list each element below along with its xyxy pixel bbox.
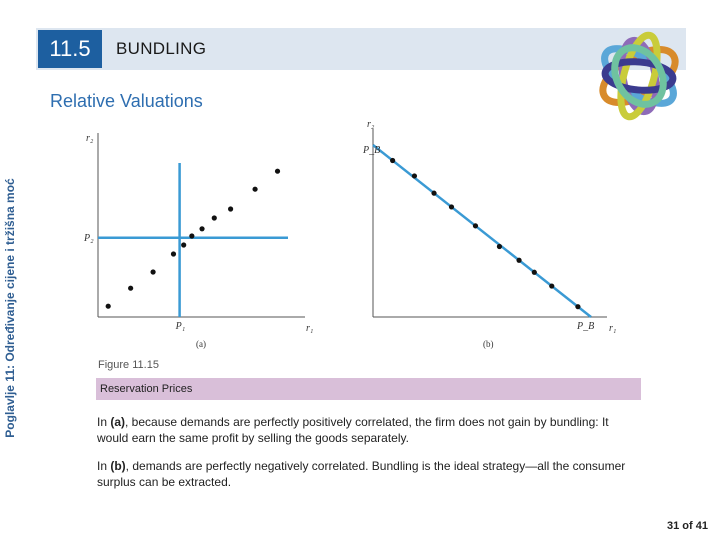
chart-b-xlabel: r₁	[609, 323, 617, 334]
chart-a-panel-label: (a)	[196, 339, 206, 349]
chart-a-point-6	[199, 226, 204, 231]
chart-a-point-5	[189, 233, 194, 238]
panel-ref-b: (b)	[110, 459, 126, 473]
chart-b-point-4	[473, 223, 478, 228]
chart-a-point-9	[252, 187, 257, 192]
rings-logo-icon	[578, 26, 700, 126]
chart-b-panel-label: (b)	[483, 339, 494, 349]
chart-a-point-2	[150, 269, 155, 274]
chart-b-point-0	[390, 158, 395, 163]
chart-a-price1-label: P₁	[175, 321, 186, 332]
section-title: BUNDLING	[116, 39, 207, 58]
panel-ref-a: (a)	[110, 415, 126, 429]
chart-b-negative-correlation	[355, 115, 625, 355]
chart-b-point-8	[549, 283, 554, 288]
chart-a-point-10	[275, 169, 280, 174]
section-number: 11.5	[38, 30, 102, 68]
chart-b-ylabel: r₂	[367, 119, 375, 130]
chart-b-point-5	[497, 244, 502, 249]
chart-a-point-8	[228, 206, 233, 211]
slide-subtitle: Relative Valuations	[50, 91, 203, 111]
figure-label: Figure 11.15	[98, 359, 159, 371]
chapter-side-label-text: Poglavlje 11: Određivanje cijene i tržišna moć	[3, 177, 17, 438]
description-paragraph-b: In (b), demands are perfectly negatively correlated. Bundling is the ideal strategy—all the consumer surplus can be extracted.	[97, 459, 626, 489]
chart-a-xlabel: r₁	[306, 323, 314, 334]
chart-b-pb-x-label: P_B	[577, 321, 595, 332]
chapter-side-label	[0, 110, 20, 505]
page-number: 31 of 41	[666, 520, 708, 532]
chart-b-pb-y-label: P_B	[363, 145, 381, 156]
chart-a-point-1	[128, 286, 133, 291]
chart-a-point-0	[106, 304, 111, 309]
chart-b-point-9	[575, 304, 580, 309]
chart-a-point-4	[181, 242, 186, 247]
chart-b-point-1	[412, 173, 417, 178]
chart-a-point-3	[171, 251, 176, 256]
chart-b-point-3	[449, 204, 454, 209]
chart-a-point-7	[212, 215, 217, 220]
chart-b-point-2	[431, 191, 436, 196]
figure-caption: Reservation Prices	[96, 378, 641, 400]
chart-a-ylabel: r₂	[86, 133, 94, 144]
description-paragraph-a: In (a), because demands are perfectly positively correlated, the firm does not gain by bundling: It would earn the same profit by selling the goods separately.	[97, 415, 609, 445]
chart-b-point-6	[516, 258, 521, 263]
chart-b-point-7	[532, 270, 537, 275]
chart-a-positive-correlation	[80, 125, 320, 355]
chart-a-price2-label: P₂	[84, 232, 94, 244]
chart-b-bundle-price-line	[373, 145, 591, 317]
